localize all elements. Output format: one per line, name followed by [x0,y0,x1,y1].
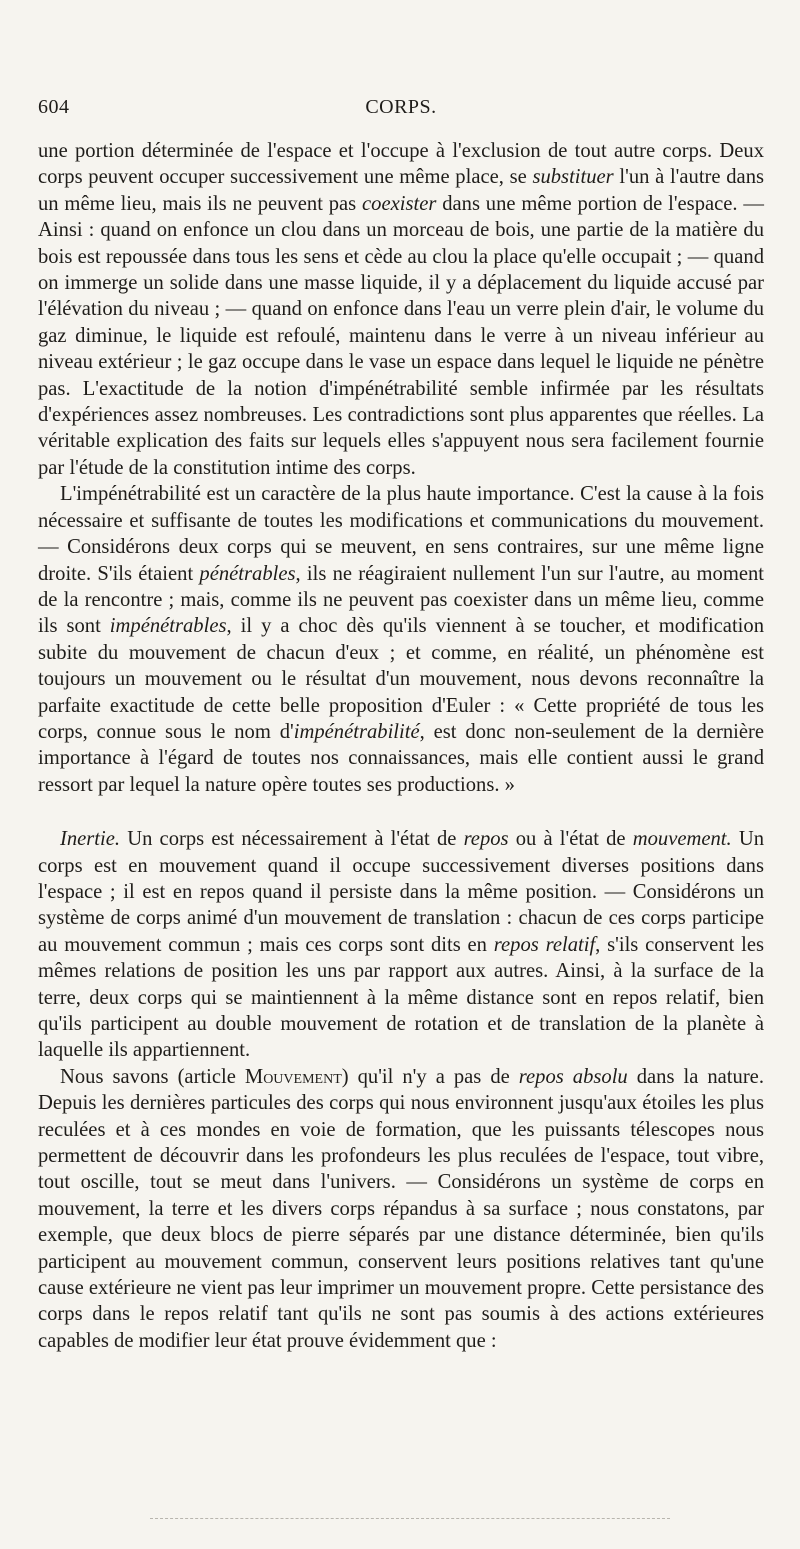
body-text [38,138,764,1354]
paragraph-mouvement [38,1064,764,1354]
italic-term: mouvement. [632,828,732,851]
text-segment: Un corps est nécessairement à l'état de [120,828,464,851]
text-segment: , s'ils conservent les mêmes relations de position les uns par rapport aux autres. Ainsi, à la surface de la terre, deux corps qui se maintiennent à la même distance sont en repos relatif, bien qu'ils participent au double mouvement de rotation et de translation de la planète à laquelle ils appartiennent. [38,933,764,1062]
bottom-rule [150,1518,670,1519]
text-segment: , est donc non-seulement de la dernière importance à l'égard de toutes nos connaissances, mais elle contient aussi le grand ressort par lequel la nature opère toutes ses productions. » [38,720,764,796]
page-header [38,96,764,124]
italic-term: substituer [532,166,614,189]
italic-term: repos absolu [518,1065,628,1088]
italic-term: repos relatif [493,933,596,956]
italic-term: coexister [362,192,437,215]
text-segment: l'un à l'autre dans un même lieu, mais ils ne peuvent pas [38,166,764,215]
smallcaps-reference: Mouvement [244,1065,342,1088]
text-segment: ) qu'il n'y a pas de [341,1065,519,1088]
paragraph-impenetrability [38,481,764,798]
text-segment: , ils ne réagiraient nullement l'un sur l'autre, au moment de la rencontre ; mais, comme ils ne peuvent pas coexister dans un même lieu, comme ils sont [38,562,764,638]
text-segment: Nous savons (article [60,1065,245,1088]
italic-term: impénétrabilité [293,720,420,743]
italic-term: repos [463,828,509,851]
paragraph-continuation [38,138,764,481]
text-segment: une portion déterminée de l'espace et l'occupe à l'exclusion de tout autre corps. Deux corps peuvent occuper successivement une même place, se [38,140,764,189]
page-number: 604 [38,96,70,118]
italic-term: impénétrables [109,615,227,638]
text-segment: ou à l'état de [508,828,633,851]
text-segment: dans la nature. Depuis les dernières particules des corps qui nous environnent jusqu'aux étoiles les plus reculées et à ces mondes en voie de formation, que les puissants télescopes nous permettent de découvrir dans les profondeurs les plus reculées de l'espace, tout vibre, tout oscille, tout se meut dans l'univers. — Considérons un système de corps en mouvement, la terre et les divers corps répandus à sa surface ; nous constatons, par exemple, que deux blocs de pierre séparés par une distance déterminée, bien qu'ils participent au mouvement commun, conservent leurs positions relatives tant qu'une cause extérieure ne vient pas leur imprimer un mouvement propre. Cette persistance des corps dans le repos relatif tant qu'ils ne sont pas soumis à des actions extérieures capables de modifier leur état prouve évidemment que : [38,1065,764,1352]
text-segment: L'impénétrabilité est un caractère de la plus haute importance. C'est la cause à la fois nécessaire et suffisante de toutes les modifications et communications du mouvement. — Considérons deux corps qui se meuvent, en sens contraires, sur une même ligne droite. S'ils étaient [38,483,764,585]
running-title: CORPS. [365,96,437,118]
text-segment: Un corps est en mouvement quand il occupe successivement diverses positions dans l'espace ; il est en repos quand il persiste dans la même position. — Considérons un système de corps animé d'un mouvement de translation : chacun de ces corps participe au mouvement commun ; mais ces corps sont dits en [38,828,765,956]
italic-term: Inertie. [60,828,121,851]
book-page [38,96,764,1354]
paragraph-inertie [38,826,764,1064]
text-segment: dans une même portion de l'espace. — Ainsi : quand on enfonce un clou dans un morceau de bois, une partie de la matière du bois est repoussée dans tous les sens et cède au clou la place qu'elle occupait ; — quand on immerge un solide dans une masse liquide, il y a déplacement du liquide accusé par l'élévation du niveau ; — quand on enfonce dans l'eau un verre plein d'air, le volume du gaz diminue, le liquide est refoulé, maintenu dans le verre à un niveau inférieur au niveau extérieur ; le gaz occupe dans le vase un espace dans lequel le liquide ne pénètre pas. L'exactitude de la notion d'impénétrabilité semble infirmée par les résultats d'expériences assez nombreuses. Les contradictions sont plus apparentes que réelles. La véritable explication des faits sur lequels elles s'appuyent nous sera facilement fournie par l'étude de la constitution intime des corps. [38,192,764,479]
italic-term: pénétrables [199,562,296,585]
text-segment: , il y a choc dès qu'ils viennent à se toucher, et modification subite du mouvement de chacun d'eux ; et comme, en réalité, un phénomène est toujours un mouvement ou le résultat d'un mouvement, nous devons reconnaître la parfaite exactitude de cette belle proposition d'Euler : « Cette propriété de tous les corps, connue sous le nom d' [38,615,764,743]
